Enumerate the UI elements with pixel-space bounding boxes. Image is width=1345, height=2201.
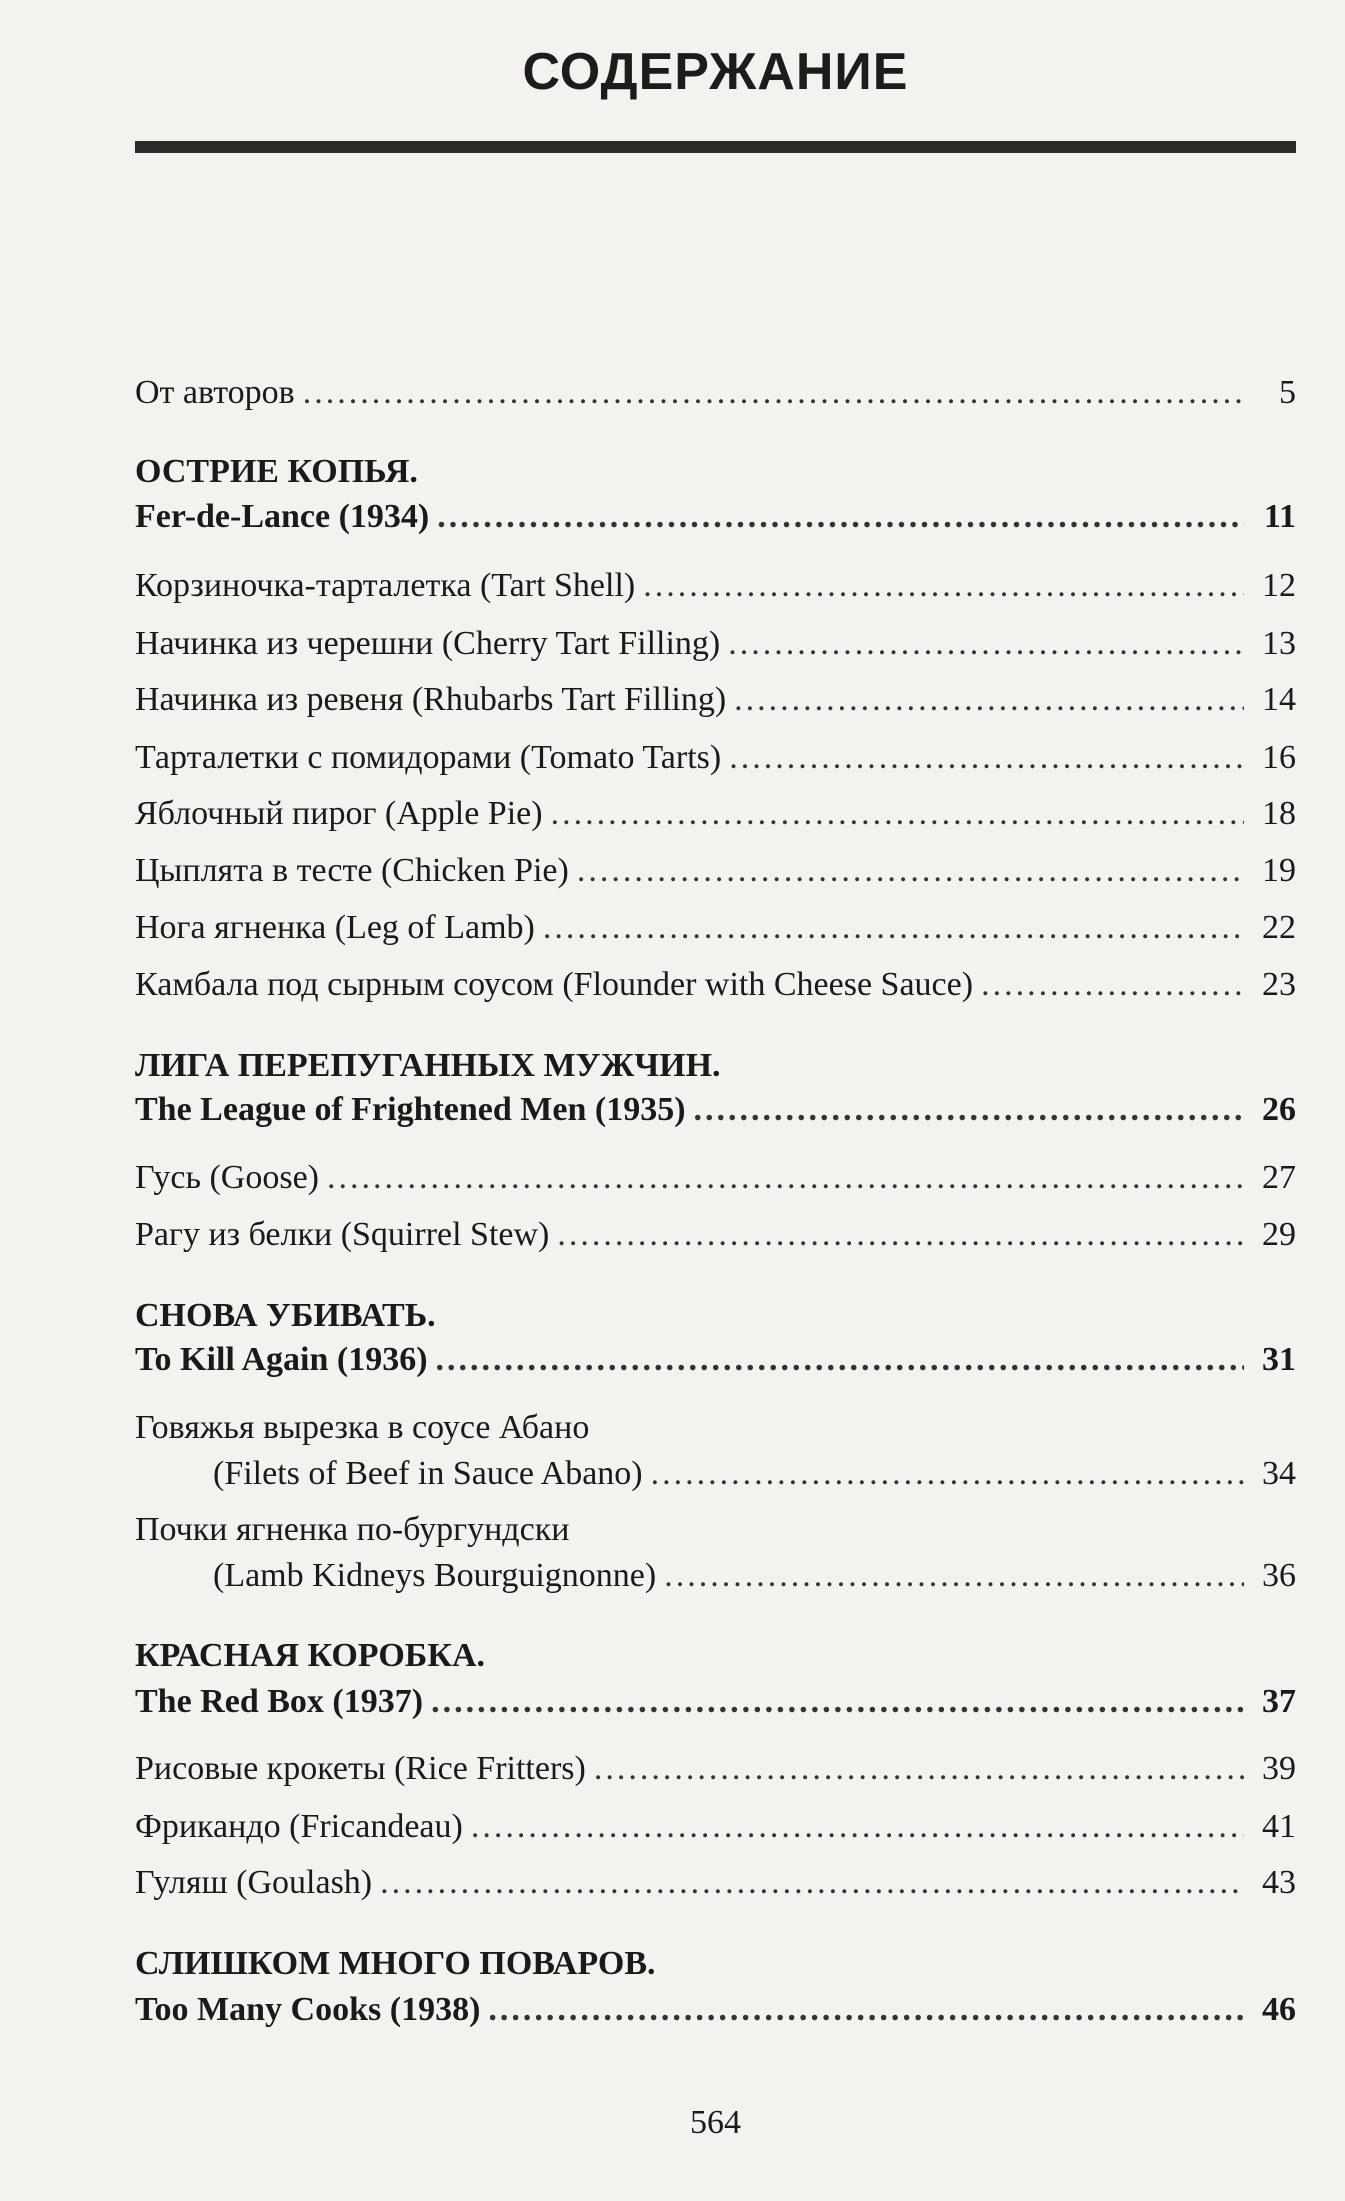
book-page: 11 — [1263, 498, 1296, 535]
toc-entry-label: От авторов — [135, 374, 295, 411]
book-title: To Kill Again (1936) — [135, 1341, 428, 1378]
toc-entry — [135, 963, 1296, 1007]
toc-entry — [135, 1452, 1296, 1496]
toc-entry-page: 29 — [1262, 1216, 1296, 1253]
toc-entry-page: 41 — [1262, 1808, 1296, 1845]
dot-leader — [664, 1554, 1244, 1598]
toc-entry-label-line1: Говяжья вырезка в соусе Абано — [135, 1409, 590, 1446]
toc-entry — [135, 792, 1296, 836]
toc-entry — [135, 1747, 1296, 1791]
toc-entry — [135, 1805, 1296, 1849]
toc-entry-page: 34 — [1262, 1455, 1296, 1492]
toc-entry-label: Фрикандо (Fricandeau) — [135, 1808, 463, 1845]
book-entry — [135, 1680, 1296, 1724]
toc-entry-label: Начинка из черешни (Cherry Tart Filling) — [135, 625, 721, 662]
toc-entry-label: (Lamb Kidneys Bourguignonne) — [213, 1557, 657, 1594]
dot-leader — [431, 1680, 1244, 1724]
toc-entry-label: Тарталетки с помидорами (Tomato Tarts) — [135, 739, 722, 776]
toc-entry-page: 23 — [1262, 966, 1296, 1003]
toc-entry-label: Камбала под сырным соусом (Flounder with Cheese Sauce) — [135, 966, 974, 1003]
toc-entry-intro — [135, 371, 1296, 415]
section-heading: СНОВА УБИВАТЬ. — [135, 1297, 436, 1334]
toc-entry-label: Гусь (Goose) — [135, 1159, 319, 1196]
dot-leader — [577, 849, 1244, 893]
book-title: The Red Box (1937) — [135, 1683, 424, 1720]
toc-entry-label: Цыплята в тесте (Chicken Pie) — [135, 852, 569, 889]
toc-entry-page: 18 — [1262, 795, 1296, 832]
dot-leader — [728, 622, 1244, 666]
toc-entry-page: 14 — [1262, 681, 1296, 718]
section-heading: КРАСНАЯ КОРОБКА. — [135, 1637, 485, 1674]
page-title: СОДЕРЖАНИЕ — [522, 43, 909, 101]
toc-entry-label: Начинка из ревеня (Rhubarbs Tart Filling) — [135, 681, 727, 718]
toc-entry-page: 27 — [1262, 1159, 1296, 1196]
toc-entry-page: 43 — [1262, 1864, 1296, 1901]
toc-entry-label: (Filets of Beef in Sauce Abano) — [213, 1455, 643, 1492]
dot-leader — [437, 495, 1244, 539]
toc-entry-label: Яблочный пирог (Apple Pie) — [135, 795, 543, 832]
toc-entry-page: 22 — [1262, 909, 1296, 946]
toc-entry — [135, 1861, 1296, 1905]
dot-leader — [651, 1452, 1244, 1496]
dot-leader — [734, 678, 1244, 722]
dot-leader — [471, 1805, 1244, 1849]
toc-entry — [135, 849, 1296, 893]
book-page: 37 — [1262, 1683, 1296, 1720]
dot-leader — [643, 564, 1244, 608]
book-title: Too Many Cooks (1938) — [135, 1991, 481, 2028]
toc-entry-label: Нога ягненка (Leg of Lamb) — [135, 909, 535, 946]
toc-entry-page: 16 — [1262, 739, 1296, 776]
book-page: 46 — [1262, 1991, 1296, 2028]
dot-leader — [543, 906, 1244, 950]
dot-leader — [551, 792, 1244, 836]
section-heading: ЛИГА ПЕРЕПУГАННЫХ МУЖЧИН. — [135, 1047, 721, 1084]
dot-leader — [380, 1861, 1244, 1905]
toc-entry-page: 13 — [1262, 625, 1296, 662]
toc-entry — [135, 564, 1296, 608]
dot-leader — [488, 1988, 1244, 2032]
dot-leader — [557, 1213, 1244, 1257]
toc-entry-page: 12 — [1262, 567, 1296, 604]
toc-entry — [135, 622, 1296, 666]
toc-entry-label-line1: Почки ягненка по-бургундски — [135, 1511, 570, 1548]
dot-leader — [303, 371, 1244, 415]
book-page: 31 — [1262, 1341, 1296, 1378]
toc-entry — [135, 678, 1296, 722]
dot-leader — [594, 1747, 1244, 1791]
book-entry — [135, 1088, 1296, 1132]
book-entry — [135, 495, 1296, 539]
toc-entry-page: 36 — [1262, 1557, 1296, 1594]
toc-entry — [135, 1156, 1296, 1200]
toc-entry-page: 5 — [1279, 374, 1296, 411]
book-page: 26 — [1262, 1091, 1296, 1128]
toc-entry-label: Рисовые крокеты (Rice Fritters) — [135, 1750, 586, 1787]
book-title: Fer-de-Lance (1934) — [135, 498, 430, 535]
dot-leader — [436, 1338, 1244, 1382]
section-heading: СЛИШКОМ МНОГО ПОВАРОВ. — [135, 1945, 656, 1982]
toc-entry-label: Гуляш (Goulash) — [135, 1864, 373, 1901]
toc-entry-label: Рагу из белки (Squirrel Stew) — [135, 1216, 550, 1253]
toc-entry-page: 39 — [1262, 1750, 1296, 1787]
page-number: 564 — [690, 2104, 741, 2141]
book-title: The League of Frightened Men (1935) — [135, 1091, 686, 1128]
dot-leader — [729, 736, 1244, 780]
dot-leader — [981, 963, 1244, 1007]
toc-entry-page: 19 — [1262, 852, 1296, 889]
toc-entry — [135, 1554, 1296, 1598]
dot-leader — [694, 1088, 1244, 1132]
toc-entry-label: Корзиночка-тарталетка (Tart Shell) — [135, 567, 636, 604]
title-rule — [135, 141, 1296, 153]
section-heading: ОСТРИЕ КОПЬЯ. — [135, 453, 418, 490]
toc-entry — [135, 736, 1296, 780]
dot-leader — [327, 1156, 1244, 1200]
toc-entry — [135, 1213, 1296, 1257]
book-entry — [135, 1338, 1296, 1382]
book-entry — [135, 1988, 1296, 2032]
toc-entry — [135, 906, 1296, 950]
